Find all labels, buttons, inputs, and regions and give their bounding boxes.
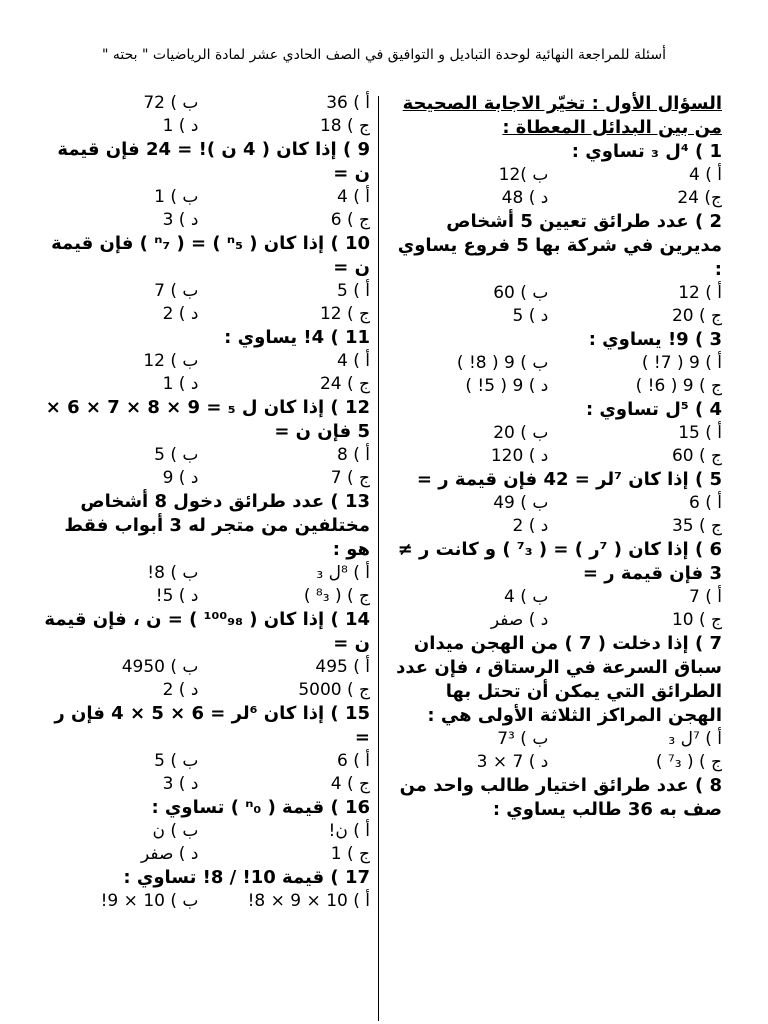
options-row bbox=[40, 750, 370, 773]
column-divider bbox=[378, 96, 379, 1021]
answer-option: د ) 2 bbox=[512, 516, 549, 536]
options-row bbox=[388, 445, 722, 468]
answer-option: د ) 7 × 3 bbox=[476, 752, 549, 772]
answer-option: ج ) 12 bbox=[319, 304, 370, 324]
answer-option: أ ) 7 bbox=[689, 587, 722, 607]
answer-option: ج ) 4 bbox=[330, 774, 370, 794]
question-text: 15 ) إذا كان ⁶لر = 6 × 5 × 4 فإن ر = bbox=[54, 703, 370, 748]
answer-option: أ ) ن! bbox=[328, 821, 370, 841]
answer-option: أ ) 12 bbox=[678, 283, 722, 303]
answer-option: ج ) 24 bbox=[319, 374, 370, 394]
answer-option: ب ) 8! bbox=[147, 563, 199, 583]
answer-option: أ ) 15 bbox=[678, 423, 722, 443]
answer-option: ب ) 20 bbox=[493, 423, 549, 443]
answer-option: ج ) 60 bbox=[671, 446, 722, 466]
answer-option: ب ) 60 bbox=[493, 283, 549, 303]
options-row bbox=[40, 656, 370, 679]
answer-option: ب ) 9 ( 8! ) bbox=[456, 353, 549, 373]
answer-option: ب ) 5 bbox=[154, 445, 199, 465]
answer-option: أ ) 8 bbox=[337, 445, 370, 465]
question-text: 2 ) عدد طرائق تعيين 5 أشخاص مديرين في شركة بها 5 فروع يساوي : bbox=[397, 211, 722, 280]
page-title: أسئلة للمراجعة النهائية لوحدة التباديل و التوافيق في الصف الحادي عشر لمادة الرياضيات " بحته " bbox=[102, 47, 666, 63]
options-row bbox=[40, 890, 370, 913]
options-row bbox=[40, 467, 370, 490]
answer-option: ج ) 20 bbox=[671, 306, 722, 326]
answer-option: د ) 2 bbox=[162, 304, 199, 324]
answer-option: أ ) 495 bbox=[315, 657, 370, 677]
answer-option: أ ) 5 bbox=[337, 281, 370, 301]
answer-option: أ ) 36 bbox=[326, 93, 370, 113]
question-text: 12 ) إذا كان ل ₅ = 9 × 8 × 7 × 6 × 5 فإن ن = bbox=[45, 397, 370, 442]
answer-option: ج ) 1 bbox=[330, 844, 370, 864]
question-text: 11 ) 4! يساوي : bbox=[224, 327, 370, 348]
answer-option: أ ) 4 bbox=[337, 187, 370, 207]
options-row bbox=[40, 350, 370, 373]
section-heading: السؤال الأول : تخيّر الاجابة الصحيحة من بين البدائل المعطاة : bbox=[402, 93, 722, 138]
left-column bbox=[40, 92, 370, 913]
answer-option: أ ) 4 bbox=[337, 351, 370, 371]
answer-option: ب )12 bbox=[498, 165, 549, 185]
options-row bbox=[40, 209, 370, 232]
answer-option: ج ) 18 bbox=[319, 116, 370, 136]
options-row bbox=[40, 280, 370, 303]
answer-option: ب ) 4 bbox=[504, 587, 549, 607]
options-row bbox=[40, 303, 370, 326]
answer-option: د ) 3 bbox=[162, 774, 199, 794]
answer-option: ب ) 7 bbox=[154, 281, 199, 301]
answer-option: ب ) ن bbox=[152, 821, 199, 841]
answer-option: ج ) 35 bbox=[671, 516, 722, 536]
options-row bbox=[40, 820, 370, 843]
answer-option: د ) صفر bbox=[490, 610, 549, 630]
answer-option: ج) 24 bbox=[677, 188, 722, 208]
answer-option: ج ) 10 bbox=[671, 610, 722, 630]
options-row bbox=[40, 679, 370, 702]
answer-option: ب ) 49 bbox=[493, 493, 549, 513]
answer-option: د ) 120 bbox=[490, 446, 549, 466]
answer-option: أ ) 4 bbox=[689, 165, 722, 185]
answer-option: د ) 9 bbox=[162, 468, 199, 488]
answer-option: أ ) 6 bbox=[337, 751, 370, 771]
options-row bbox=[388, 515, 722, 538]
answer-option: ب ) 72 bbox=[143, 93, 199, 113]
options-row bbox=[40, 843, 370, 866]
answer-option: د ) صفر bbox=[140, 844, 199, 864]
answer-option: ج ) 6 bbox=[330, 210, 370, 230]
answer-option: د ) 1 bbox=[162, 116, 199, 136]
options-row bbox=[388, 352, 722, 375]
options-row bbox=[388, 164, 722, 187]
options-row bbox=[40, 773, 370, 796]
answer-option: د ) 48 bbox=[501, 188, 549, 208]
options-row bbox=[388, 586, 722, 609]
answer-option: ب ) 7³ bbox=[497, 729, 549, 749]
question-text: 17 ) قيمة 10! / 8! تساوي : bbox=[123, 867, 370, 888]
options-row bbox=[40, 186, 370, 209]
options-row bbox=[40, 562, 370, 585]
question-text: 14 ) إذا كان ( ¹⁰⁰₉₈ ) = ن ، فإن قيمة ن = bbox=[44, 609, 370, 654]
question-text: 10 ) إذا كان ( ⁿ₅ ) = ( ⁿ₇ ) فإن قيمة ن = bbox=[51, 233, 370, 278]
question-text: 16 ) قيمة ( ⁿ₀ ) تساوي : bbox=[151, 797, 370, 818]
right-column bbox=[388, 92, 722, 822]
options-row bbox=[40, 92, 370, 115]
answer-option: أ ) 10 × 9 × 8! bbox=[247, 891, 370, 911]
options-row bbox=[388, 751, 722, 774]
options-row bbox=[40, 585, 370, 608]
answer-option: ج ) ( ⁷₃ ) bbox=[655, 752, 722, 772]
question-text: 3 ) 9! يساوي : bbox=[588, 329, 722, 350]
answer-option: د ) 1 bbox=[162, 374, 199, 394]
answer-option: د ) 5 bbox=[512, 306, 549, 326]
answer-option: ب ) 1 bbox=[154, 187, 199, 207]
question-text: 1 ) ⁴ل ₃ تساوي : bbox=[571, 141, 722, 162]
question-text: 6 ) إذا كان ( ⁷ر ) = ( ⁷₃ ) و كانت ر ≠ 3 فإن قيمة ر = bbox=[397, 539, 722, 584]
answer-option: ج ) 9 ( 6! ) bbox=[635, 376, 722, 396]
answer-option: أ ) 6 bbox=[689, 493, 722, 513]
options-row bbox=[388, 609, 722, 632]
options-row bbox=[388, 728, 722, 751]
answer-option: أ ) 9 ( 7! ) bbox=[641, 353, 722, 373]
question-text: 7 ) إذا دخلت ( 7 ) من الهجن ميدان سباق السرعة في الرستاق ، فإن عدد الطرائق التي يمكن أن تحتل بها الهجن المراكز الثلاثة الأولى هي : bbox=[396, 633, 722, 726]
question-text: 13 ) عدد طرائق دخول 8 أشخاص مختلفين من متجر له 3 أبواب فقط هو : bbox=[64, 491, 370, 560]
answer-option: ب ) 10 × 9! bbox=[100, 891, 199, 911]
answer-option: ب ) 4950 bbox=[121, 657, 199, 677]
options-row bbox=[388, 492, 722, 515]
answer-option: د ) 2 bbox=[162, 680, 199, 700]
answer-option: ج ) 5000 bbox=[298, 680, 370, 700]
question-text: 9 ) إذا كان ( 4 ن )! = 24 فإن قيمة ن = bbox=[57, 139, 370, 184]
answer-option: أ ) ⁸ل ₃ bbox=[316, 563, 370, 583]
answer-option: د ) 3 bbox=[162, 210, 199, 230]
options-row bbox=[388, 282, 722, 305]
question-text: 5 ) إذا كان ⁷لر = 42 فإن قيمة ر = bbox=[416, 469, 722, 490]
options-row bbox=[40, 373, 370, 396]
answer-option: ب ) 12 bbox=[143, 351, 199, 371]
answer-option: أ ) ⁷ل ₃ bbox=[668, 729, 722, 749]
options-row bbox=[40, 444, 370, 467]
question-text: 8 ) عدد طرائق اختيار طالب واحد من صف به 36 طالب يساوي : bbox=[399, 775, 722, 820]
options-row bbox=[40, 115, 370, 138]
answer-option: ج ) ( ⁸₃ ) bbox=[303, 586, 370, 606]
answer-option: د ) 9 ( 5! ) bbox=[465, 376, 549, 396]
answer-option: ج ) 7 bbox=[330, 468, 370, 488]
answer-option: د ) 5! bbox=[155, 586, 199, 606]
options-row bbox=[388, 422, 722, 445]
question-text: 4 ) ⁵ل تساوي : bbox=[585, 399, 722, 420]
options-row bbox=[388, 305, 722, 328]
options-row bbox=[388, 375, 722, 398]
options-row bbox=[388, 187, 722, 210]
answer-option: ب ) 5 bbox=[154, 751, 199, 771]
